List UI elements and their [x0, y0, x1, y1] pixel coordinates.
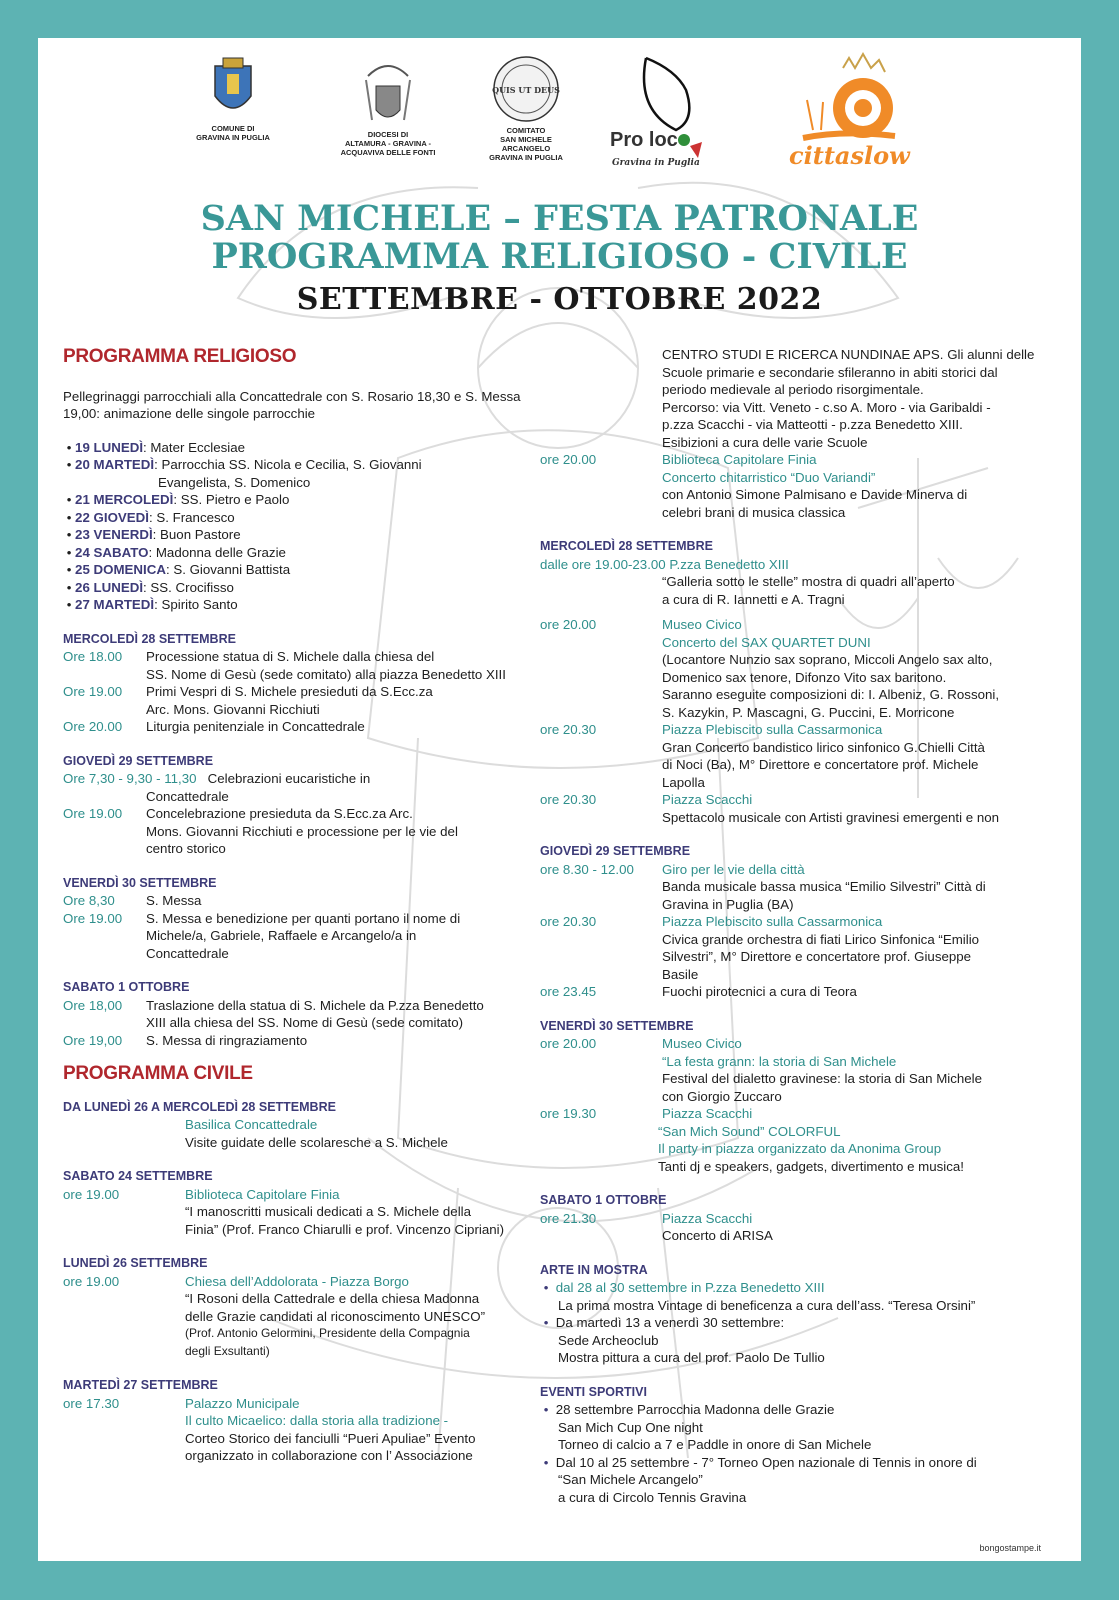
day-heading: MERCOLEDÌ 28 SETTEMBRE — [63, 631, 236, 646]
event-row: dalle ore 19.00-23.00 P.zza Benedetto XIII “Galleria sotto le stelle” mostra di quadri all’aperto a cura di R. Iannetti e A. Tragni — [540, 556, 955, 607]
event-row: ore 19.00 Chiesa dell’Addolorata - Piazza Borgo “I Rosoni della Cattedrale e della chiesa Madonna delle Grazie candidati al riconoscimento UNESCO” (Prof. Antonio Gelormini, Presidente della Compagnia degli Exsultanti) — [63, 1273, 486, 1358]
list-item: • 21 MERCOLEDÌ: SS. Pietro e Paolo — [63, 492, 290, 507]
event-row: ore 19.30 Piazza Scacchi “San Mich Sound” COLORFUL Il party in piazza organizzato da Anonima Group Tanti dj e speakers, gadgets, divertimento e musica! — [540, 1106, 964, 1174]
heading-civile: PROGRAMMA CIVILE — [63, 1063, 253, 1084]
list-item: • 26 LUNEDÌ: SS. Crocifisso — [63, 579, 234, 595]
logo-diocesi — [328, 60, 448, 157]
list-item: • 25 DOMENICA: S. Giovanni Battista — [63, 562, 291, 577]
event-row: ore 20.30 Piazza Plebiscito sulla Cassarmonica Civica grande orchestra di fiati Lirico Sinfonica “Emilio Silvestri”, M° Direttore e concertatore prof. Giuseppe Basile — [540, 914, 980, 982]
right-column — [540, 346, 1060, 1506]
event-row: Basilica Concattedrale Visite guidate delle scolaresche a S. Michele — [185, 1117, 448, 1150]
heading-religioso: PROGRAMMA RELIGIOSO — [63, 346, 297, 367]
logo-comune-caption: COMUNE DI GRAVINA IN PUGLIA — [196, 124, 270, 142]
logo-cittaslow — [783, 50, 913, 172]
list-item: • Da martedì 13 a venerdì 30 settembre: Sede Archeoclub Mostra pittura a cura del prof. Paolo De Tullio — [540, 1315, 825, 1365]
svg-text:QUIS UT DEUS: QUIS UT DEUS — [492, 85, 560, 95]
event-row: ore 20.00 Museo Civico Concerto del SAX QUARTET DUNI (Locantore Nunzio sax soprano, Miccoli Angelo sax alto, Domenico sax tenore, Difonzo Vito sax baritono. Saranno eseguite composizioni di: I. Albeniz, G. Rossoni, S. Kazykin, P. Mascagni, G. Puccini, E. Morricone — [540, 617, 1000, 720]
left-column — [63, 348, 533, 1465]
sport-heading: EVENTI SPORTIVI — [540, 1384, 647, 1399]
day-heading: SABATO 1 OTTOBRE — [63, 980, 190, 994]
title-programma: PROGRAMMA RELIGIOSO - CIVILE — [211, 236, 908, 277]
list-item: • 20 MARTEDÌ: Parrocchia SS. Nicola e Cecilia, S. Giovanni — [63, 457, 422, 472]
title-festa: SAN MICHELE – FESTA PATRONALE — [200, 198, 919, 239]
comune-crest-icon — [209, 56, 257, 122]
day-heading: DA LUNEDÌ 26 A MERCOLEDÌ 28 SETTEMBRE — [63, 1099, 336, 1114]
event-row: ore 20.30 Piazza Plebiscito sulla Cassarmonica Gran Concerto bandistico lirico sinfonico G.Chielli Città di Noci (Ba), M° Direttore e concertatore prof. Michele Lapolla — [540, 722, 985, 790]
event-row: ore 20.00 Biblioteca Capitolare Finia Concerto chitarristico “Duo Variandi” con Antonio Simone Palmisano e Davide Minerva di celebri brani di musica classica — [540, 452, 968, 520]
day-heading: VENERDÌ 30 SETTEMBRE — [540, 1018, 694, 1033]
logo-proloco — [606, 50, 716, 182]
list-item: • 19 LUNEDÌ: Mater Ecclesiae — [63, 439, 246, 455]
proloco-logo-icon — [606, 50, 716, 180]
event-row: ore 23.45 Fuochi pirotecnici a cura di Teora — [540, 984, 857, 999]
event-row: Ore 19.00 Primi Vespri di S. Michele presieduti da S.Ecc.za Arc. Mons. Giovanni Ricchiuti — [63, 684, 433, 717]
event-row: ore 19.00 Biblioteca Capitolare Finia “I manoscritti musicali dedicati a S. Michele della Finia” (Prof. Franco Chiarulli e prof. Vincenzo Cipriani) — [63, 1186, 505, 1237]
day-heading: SABATO 24 SETTEMBRE — [63, 1169, 213, 1183]
list-item: • 22 GIOVEDÌ: S. Francesco — [63, 509, 235, 525]
event-row: ore 8.30 - 12.00 Giro per le vie della città Banda musicale bassa musica “Emilio Silvestri” Città di Gravina in Puglia (BA) — [540, 861, 986, 912]
day-heading: SABATO 1 OTTOBRE — [540, 1193, 667, 1207]
diocesi-coat-icon — [362, 60, 414, 128]
svg-text:Pro loc: Pro loc — [610, 129, 678, 151]
list-item: • 27 MARTEDÌ: Spirito Santo — [63, 597, 238, 612]
poster-sheet — [38, 38, 1081, 1561]
list-item: • 28 settembre Parrocchia Madonna delle Grazie San Mich Cup One night Torneo di calcio a 7 e Paddle in onore di San Michele — [540, 1402, 872, 1452]
event-row: Ore 20.00 Liturgia penitenziale in Concattedrale — [63, 719, 365, 734]
day-heading: GIOVEDÌ 29 SETTEMBRE — [63, 753, 214, 768]
event-row: Ore 18.00 Processione statua di S. Michele dalla chiesa del SS. Nome di Gesù (sede comitato) alla piazza Benedetto XIII — [63, 649, 506, 682]
list-item: • 24 SABATO: Madonna delle Grazie — [63, 544, 286, 560]
logo-diocesi-caption: DIOCESI DI ALTAMURA - GRAVINA - ACQUAVIVA DELLE FONTI — [340, 130, 436, 157]
day-heading: MERCOLEDÌ 28 SETTEMBRE — [540, 539, 713, 553]
event-row: Ore 18,00 Traslazione della statua di S. Michele da P.zza Benedetto XIII alla chiesa del SS. Nome di Gesù (sede comitato) — [63, 997, 484, 1030]
event-row: Ore 19.00 S. Messa e benedizione per quanti portano il nome di Michele/a, Gabriele, Raffaele e Arcangelo/a in Concattedrale — [63, 910, 461, 961]
event-row: ore 21.30 Piazza Scacchi Concerto di ARISA — [540, 1210, 773, 1243]
svg-text:Gravina in Puglia: Gravina in Puglia — [612, 158, 700, 168]
event-row: ore 20.00 Museo Civico “La festa grann: la storia di San Michele Festival del dialetto gravinese: la storia di San Michele con Giorgio Zuccaro — [540, 1036, 983, 1104]
list-item: • 23 VENERDÌ: Buon Pastore — [63, 527, 241, 542]
pellegrinaggi-list — [63, 439, 533, 614]
religioso-intro: Pellegrinaggi parrocchiali alla Concattedrale con S. Rosario 18,30 e S. Messa 19,00: animazione delle singole parrocchie — [63, 388, 521, 421]
day-heading: MARTEDÌ 27 SETTEMBRE — [63, 1378, 218, 1392]
logo-comune — [178, 56, 288, 142]
logo-comitato-caption: COMITATO SAN MICHELE ARCANGELO GRAVINA IN PUGLIA — [489, 126, 563, 162]
list-item: • dal 28 al 30 settembre in P.zza Benedetto XIII La prima mostra Vintage di beneficenza a cura dell’ass. “Teresa Orsini” — [540, 1280, 976, 1313]
event-row: ore 17.30 Palazzo Municipale Il culto Micaelico: dalla storia alla tradizione - Corteo Storico dei fanciulli “Pueri Apuliae” Evento organizzato in collaborazione con l’ Associazione — [63, 1395, 476, 1463]
event-row: ore 20.30 Piazza Scacchi Spettacolo musicale con Artisti gravinesi emergenti e non — [540, 792, 1000, 825]
list-item-cont: Evangelista, S. Domenico — [158, 474, 311, 490]
footer-credit: bongostampe.it — [979, 1543, 1041, 1553]
event-row: Ore 19.00 Concelebrazione presieduta da S.Ecc.za Arc. Mons. Giovanni Ricchiuti e processione per le vie del centro storico — [63, 806, 458, 856]
cittaslow-snail-icon — [783, 50, 913, 170]
list-item: • Dal 10 al 25 settembre - 7° Torneo Open nazionale di Tennis in onore di “San Michele Arcangelo” a cura di Circolo Tennis Gravina — [540, 1454, 977, 1505]
event-row: Ore 8,30 S. Messa — [63, 893, 202, 908]
day-heading: LUNEDÌ 26 SETTEMBRE — [63, 1256, 208, 1270]
title-date: SETTEMBRE - OTTOBRE 2022 — [296, 282, 823, 317]
comitato-seal-icon — [491, 54, 561, 124]
event-row: Ore 19,00 S. Messa di ringraziamento — [63, 1032, 308, 1048]
nundinae-intro: CENTRO STUDI E RICERCA NUNDINAE APS. Gli alunni delle Scuole primarie e secondarie sfileranno in abiti storici dal periodo medievale al periodo risorgimentale. Percorso: via Vitt. Veneto - c.so A. Moro - via Garibaldi - p.zza Scacchi - via Matteotti - p.zza Benedetto XIII. Esibizioni a cura delle varie Scuole — [662, 347, 1035, 450]
day-heading: GIOVEDÌ 29 SETTEMBRE — [540, 844, 691, 858]
svg-text:cittaslow: cittaslow — [789, 141, 910, 170]
event-row: Ore 7,30 - 9,30 - 11,30 Celebrazioni eucaristiche in Concattedrale — [63, 771, 371, 804]
arte-heading: ARTE IN MOSTRA — [540, 1262, 648, 1277]
day-heading: VENERDÌ 30 SETTEMBRE — [63, 875, 217, 890]
logo-comitato — [476, 54, 576, 162]
